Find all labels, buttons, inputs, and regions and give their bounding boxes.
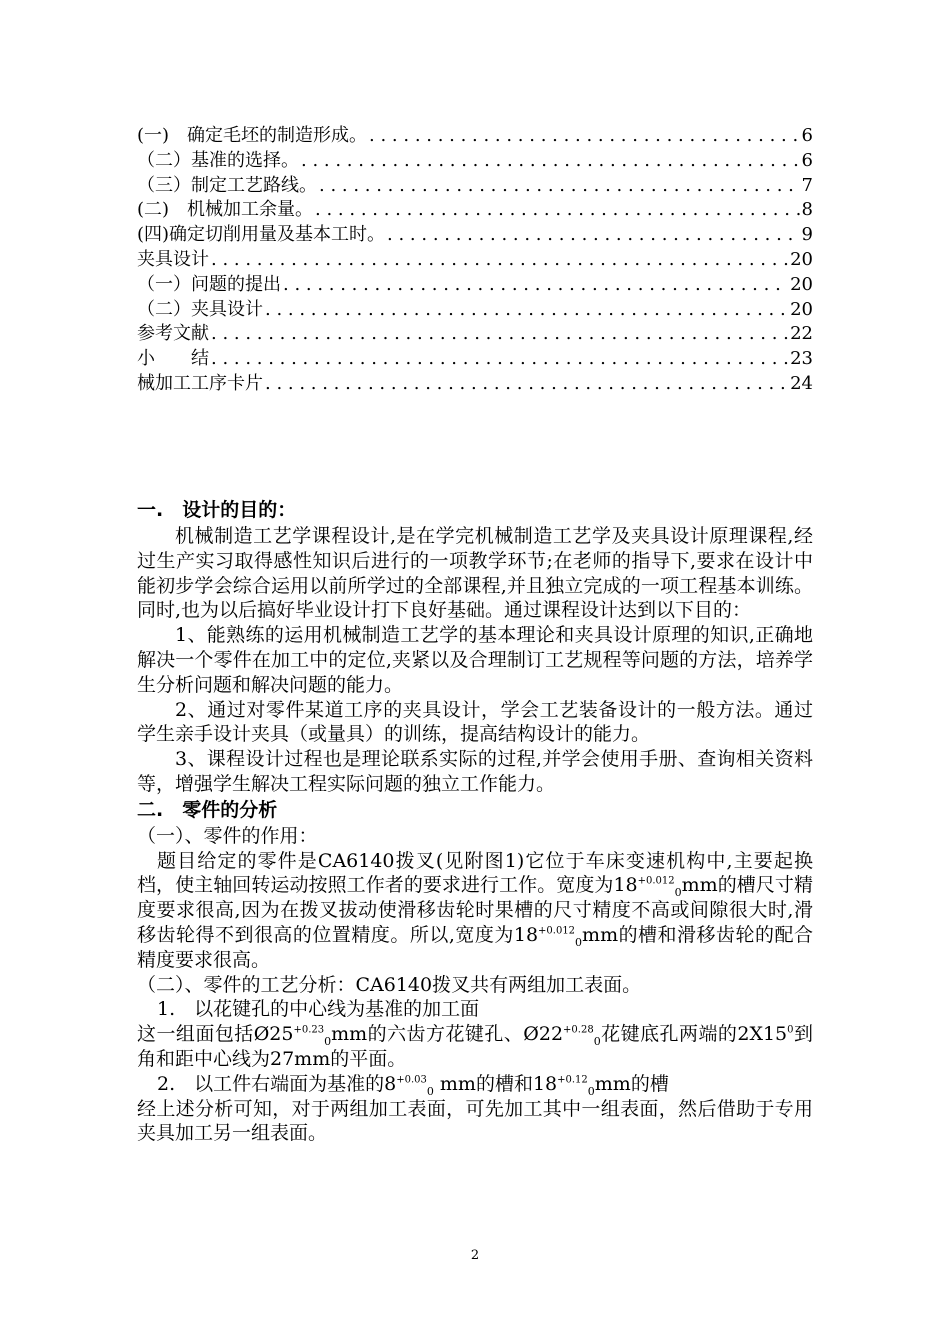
toc-entry[interactable] [137, 273, 813, 298]
toc-leader-dots [211, 322, 788, 347]
toc-entry-page: 6 [801, 125, 813, 146]
text-run: mm的槽和18 [433, 1072, 558, 1095]
section-heading: 一. 设计的目的： [137, 499, 297, 521]
toc-leader-dots [319, 174, 800, 199]
subsection-heading: （一）、零件的作用： [137, 824, 318, 847]
paragraph: 机械制造工艺学课程设计,是在学完机械制造工艺学及夹具设计原理课程,经过生产实习取得感性知识后进行的一项教学环节;在老师的指导下,要求在设计中能初步学会综合运用以前所学过的全部课程,并且独立完成的一项工程基本训练。同时,也为以后搞好毕业设计打下良好基础。通过课程设计达到以下目的： [137, 525, 813, 622]
toc-entry[interactable] [137, 149, 813, 174]
toc-entry[interactable] [137, 322, 813, 347]
degree-superscript: 0 [787, 1024, 794, 1036]
toc-entry-title: 参考文献 [137, 323, 209, 345]
tolerance-lower: 0 [324, 1034, 332, 1048]
table-of-contents [137, 124, 813, 397]
paragraph: 3、课程设计过程也是理论联系实际的过程,并学会使用手册、查询相关资料等，增强学生解决工程实际问题的独立工作能力。 [137, 748, 813, 795]
toc-entry-page: 23 [790, 348, 813, 370]
paragraph [137, 849, 813, 973]
toc-entry-page: 24 [790, 372, 813, 394]
toc-entry-title: （一）问题的提出 [137, 273, 281, 295]
page-number: 2 [470, 1248, 480, 1263]
list-item [137, 1072, 813, 1097]
toc-entry-title: （三）制定工艺路线。 [137, 174, 317, 196]
list-item: 1. 以花键孔的中心线为基准的加工面 [157, 998, 480, 1021]
tolerance-upper: +0.28 [563, 1024, 594, 1036]
toc-entry[interactable] [137, 347, 813, 372]
toc-entry-title: (一) 确定毛坯的制造形成。 [137, 125, 368, 146]
toc-leader-dots [211, 347, 788, 372]
toc-leader-dots [211, 248, 788, 273]
toc-entry-title: 械加工工序卡片 [137, 372, 263, 394]
toc-leader-dots [315, 198, 800, 223]
paragraph: 2、通过对零件某道工序的夹具设计，学会工艺装备设计的一般方法。通过学生亲手设计夹具（或量具）的训练，提高结构设计的能力。 [137, 698, 813, 746]
toc-entry-title: (四)确定切削用量及基本工时。 [137, 224, 386, 246]
tolerance-upper: +0.012 [538, 925, 576, 937]
text-run: mm的槽尺寸精度要求很高,因为在拨叉拔动使滑移齿轮时果槽的尺寸精度不高或间隙很大时,滑移齿轮得不到很高的位置精度。所以,宽度为18 [137, 874, 813, 946]
toc-leader-dots [301, 149, 800, 174]
toc-entry[interactable] [137, 198, 813, 223]
paragraph: 经上述分析可知，对于两组加工表面，可先加工其中一组表面，然后借助于专用夹具加工另一组表面。 [137, 1097, 813, 1145]
toc-entry-page: 6 [801, 149, 813, 171]
tolerance-lower: 0 [426, 1084, 434, 1098]
toc-entry-page: 9 [801, 224, 813, 246]
text-run: 到角和距中心线为27mm的平面。 [137, 1023, 813, 1070]
toc-entry-page: 20 [790, 273, 813, 295]
document-body [137, 497, 813, 1146]
subsection-heading: （二）、零件的工艺分析：CA6140拨叉共有两组加工表面。 [137, 973, 642, 996]
toc-entry-page: 7 [801, 174, 813, 196]
toc-entry-title: (二) 机械加工余量。 [137, 199, 314, 221]
toc-entry-page: 20 [790, 248, 813, 270]
toc-entry-page: 20 [790, 298, 813, 320]
section-heading: 二. 零件的分析 [137, 798, 278, 821]
paragraph [137, 1022, 813, 1072]
text-run: 花键底孔两端的2X15 [600, 1023, 788, 1046]
toc-entry[interactable] [137, 174, 813, 199]
text-run: 这一组面包括Ø25 [137, 1023, 294, 1046]
tolerance-lower: 0 [587, 1084, 595, 1098]
toc-leader-dots [265, 298, 788, 323]
toc-entry-title: 小 结 [137, 348, 209, 370]
toc-entry[interactable] [137, 223, 813, 248]
tolerance-upper: +0.03 [396, 1074, 427, 1086]
toc-entry[interactable] [137, 372, 813, 397]
toc-entry-title: （二）夹具设计 [137, 298, 263, 320]
toc-entry[interactable] [137, 248, 813, 273]
text-run: mm的槽和滑移齿轮的配合精度要求很高。 [137, 923, 813, 971]
toc-entry[interactable] [137, 298, 813, 323]
text-run: mm的槽 [594, 1072, 669, 1095]
toc-entry-title: 夹具设计 [137, 248, 209, 270]
paragraph: 1、能熟练的运用机械制造工艺学的基本理论和夹具设计原理的知识,正确地解决一个零件在加工中的定位,夹紧以及合理制订工艺规程等问题的方法，培养学生分析问题和解决问题的能力。 [137, 624, 813, 696]
toc-entry-page: 8 [801, 199, 813, 221]
toc-leader-dots [369, 124, 800, 149]
text-run: mm的六齿方花键孔、Ø22 [331, 1023, 564, 1046]
toc-entry-page: 22 [790, 323, 813, 345]
text-run: 2. 以工件右端面为基准的8 [157, 1072, 397, 1095]
text-run: 题目给定的零件是CA6140拨叉(见附图1)它位于车床变速机构中,主要起换档，使主轴回转运动按照工作者的要求进行工作。宽度为18 [137, 849, 813, 897]
tolerance-lower: 0 [575, 935, 583, 949]
toc-leader-dots [283, 273, 788, 298]
toc-leader-dots [387, 223, 800, 248]
toc-leader-dots [265, 372, 788, 397]
toc-entry-title: （二）基准的选择。 [137, 149, 299, 171]
tolerance-upper: +0.23 [293, 1024, 325, 1036]
tolerance-lower: 0 [593, 1034, 601, 1048]
tolerance-lower: 0 [674, 886, 682, 900]
toc-entry[interactable] [137, 124, 813, 149]
tolerance-upper: +0.012 [637, 876, 675, 888]
tolerance-upper: +0.12 [557, 1074, 588, 1086]
